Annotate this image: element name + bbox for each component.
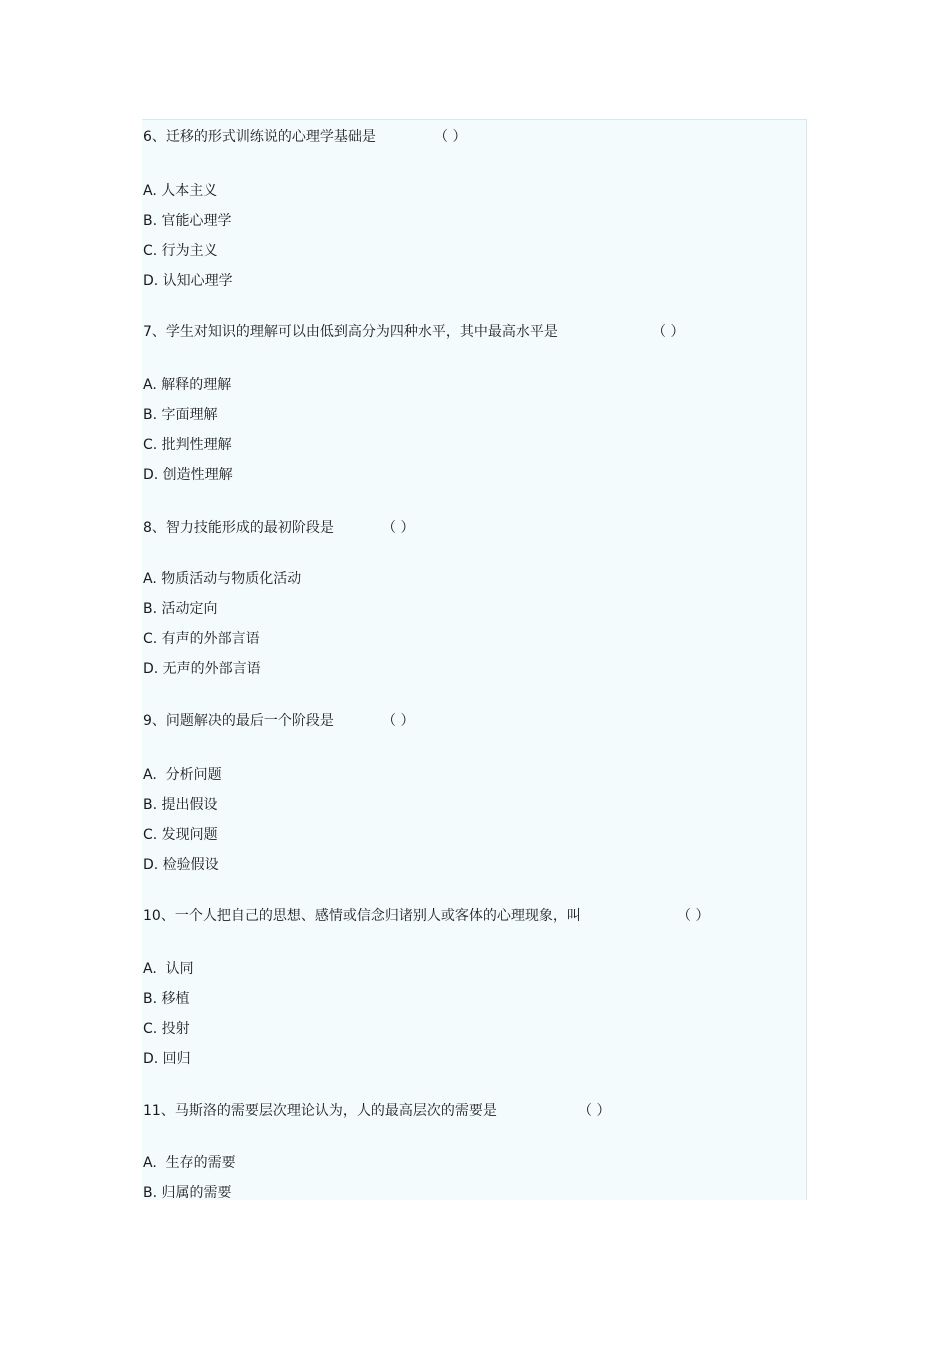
question-8-option-b: B. 活动定向: [143, 601, 218, 617]
question-10-option-c: C. 投射: [143, 1021, 190, 1037]
question-9-answer-blank: （ ）: [382, 713, 415, 729]
document-content: [142, 119, 807, 1200]
question-10-option-a: A. 认同: [143, 961, 194, 977]
question-11-option-b: B. 归属的需要: [143, 1185, 232, 1200]
question-10-stem: 10、一个人把自己的思想、感情或信念归诸别人或客体的心理现象，叫: [143, 908, 581, 924]
question-7-option-c: C. 批判性理解: [143, 437, 232, 453]
question-9-option-c: C. 发现问题: [143, 827, 218, 843]
question-6-option-d: D. 认知心理学: [143, 273, 233, 289]
question-11-stem: 11、马斯洛的需要层次理论认为，人的最高层次的需要是: [143, 1103, 497, 1119]
question-6-option-c: C. 行为主义: [143, 243, 218, 259]
question-6-stem: 6、迁移的形式训练说的心理学基础是: [143, 129, 376, 145]
question-8-option-c: C. 有声的外部言语: [143, 631, 260, 647]
question-7-stem: 7、学生对知识的理解可以由低到高分为四种水平，其中最高水平是: [143, 324, 558, 340]
question-7-answer-blank: （ ）: [652, 324, 685, 340]
question-8-stem: 8、智力技能形成的最初阶段是: [143, 520, 334, 536]
question-6-option-a: A. 人本主义: [143, 183, 218, 199]
question-10-option-b: B. 移植: [143, 991, 190, 1007]
question-7-option-a: A. 解释的理解: [143, 377, 232, 393]
question-6-answer-blank: （ ）: [434, 129, 467, 145]
question-8-answer-blank: （ ）: [382, 520, 415, 536]
question-7-option-b: B. 字面理解: [143, 407, 218, 423]
question-6-option-b: B. 官能心理学: [143, 213, 232, 229]
question-9-option-b: B. 提出假设: [143, 797, 218, 813]
question-8-option-a: A. 物质活动与物质化活动: [143, 571, 302, 587]
question-9-stem: 9、问题解决的最后一个阶段是: [143, 713, 334, 729]
question-8-option-d: D. 无声的外部言语: [143, 661, 261, 677]
question-9-option-d: D. 检验假设: [143, 857, 219, 873]
question-11-option-a: A. 生存的需要: [143, 1155, 236, 1171]
question-10-option-d: D. 回归: [143, 1051, 191, 1067]
question-11-answer-blank: （ ）: [578, 1103, 611, 1119]
question-10-answer-blank: （ ）: [677, 908, 710, 924]
question-9-option-a: A. 分析问题: [143, 767, 222, 783]
question-7-option-d: D. 创造性理解: [143, 467, 233, 483]
